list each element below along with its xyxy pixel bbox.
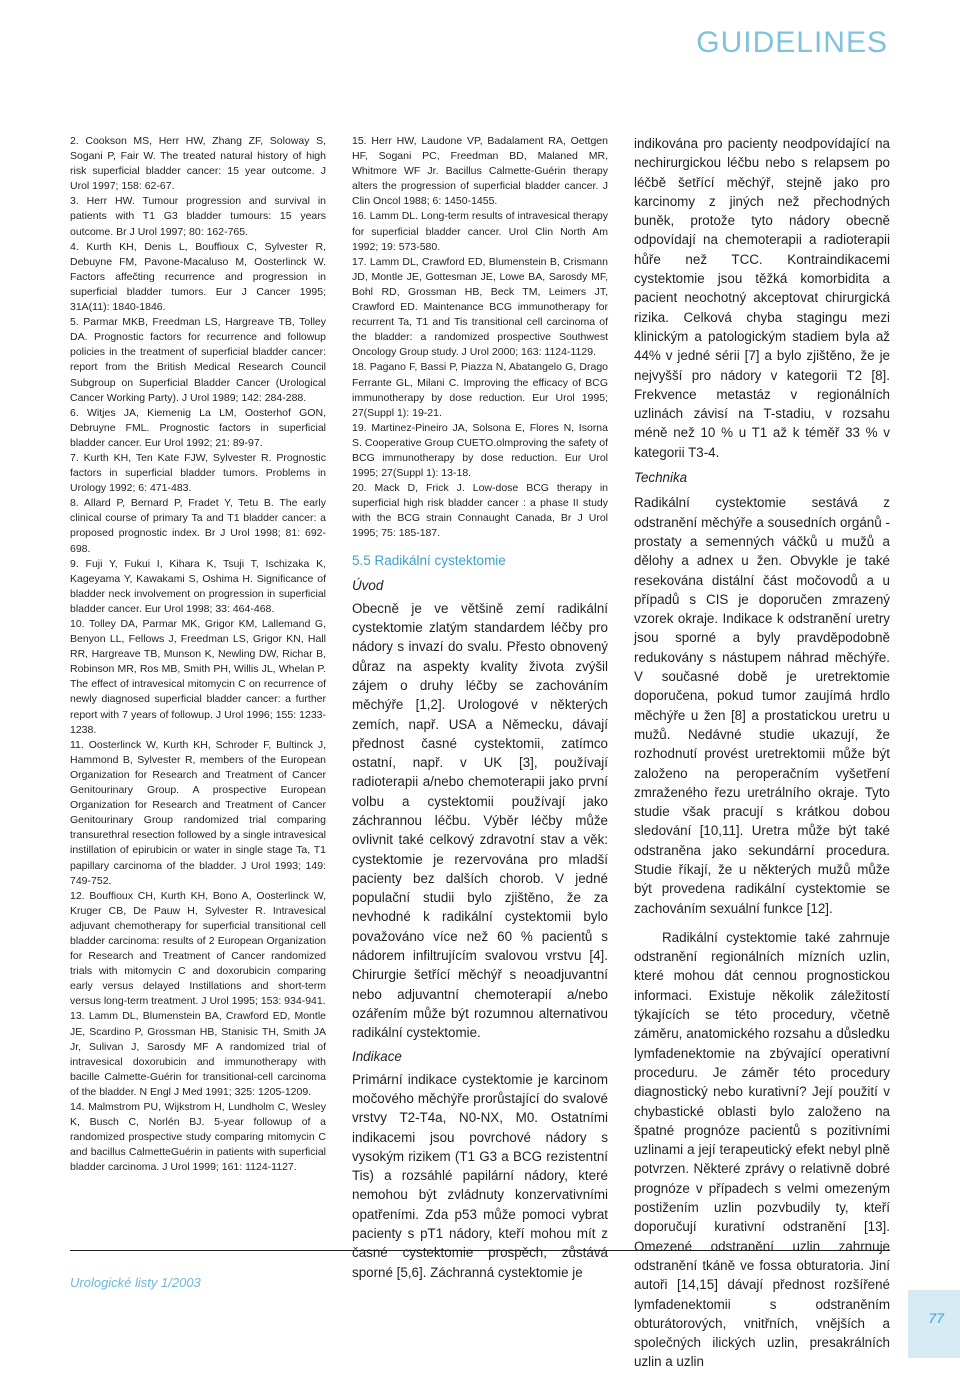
content-column-3 <box>634 134 890 1378</box>
page-number: 77 <box>928 1310 944 1326</box>
reference: 16. Lamm DL. Long-term results of intravesical therapy for superficial bladder cancer. Urol Clin North Am 1992; 19: 573-580. <box>352 210 608 253</box>
content-column-2 <box>352 134 608 1288</box>
reference: 8. Allard P, Bernard P, Fradet Y, Tetu B. The early clinical course of primary Ta and T1 bladder cancer: a proposed prognostic index. Br J Urol 1998; 81: 692-698. <box>70 497 326 555</box>
subheading-indications: Indikace <box>352 1048 402 1064</box>
reference: 3. Herr HW. Tumour progression and survival in patients with T1 G3 bladder tumours: 15 years outcome. Br J Urol 1997; 80: 162-765. <box>70 195 326 238</box>
paragraph-indications: Primární indikace cystektomie je karcinom močového měchýře prorůstající do svalové vrstvy T2-T4a, N0-NX, M0. Ostatními indikacemi jsou povrchové nádory s vysokým rizikem (T1 G3 a BCG rezistentní Tis) a rozsáhlé papilární nádory, které nemohou být zvládnuty konzervativními opatřeními. Zda p53 může pomoci vybrat pacienty s pT1 nádory, kteří mohou mít z časné cystektomie prospěch, zůstává sporné [5,6]. Záchranná cystektomie je <box>352 1071 608 1280</box>
reference: 15. Herr HW, Laudone VP, Badalament RA, Oettgen HF, Sogani PC, Freedman BD, Malaned MR, Whitmore WF Jr. Bacillus Calmette-Guérin therapy alters the progression of superficial bladder cancer. J Clin Oncol 1988; 6: 1450-1455. <box>352 135 608 208</box>
reference: 19. Martinez-Pineiro JA, Solsona E, Flores N, Isorna S. Cooperative Group CUETO.olmproving the safety of BCG immunotherapy by dose reduction. Eur Urol 1995; 27(Suppl 1): 13-18. <box>352 421 608 480</box>
reference: 6. Witjes JA, Kiemenig La LM, Oosterhof GON, Debruyne FML. Prognostic factors in superficial bladder cancer. Eur Urol 1992; 21: 89-97. <box>70 406 326 449</box>
paragraph-technique: Radikální cystektomie sestává z odstranění měchýře a sousedních orgánů - prostaty a semenných váčků u mužů a dělohy a adnex u žen. Obvykle je také resekována distální část močovodů a u případů s CIS je doporučen zmrazený vzorek okraje. Indikace k odstranění uretry jsou sporné a byly pravděpodobně redukovány s nástupem náhrad měchýře. V současné době je uretrektomie doporučena, pokud tumor zaujímá hrdlo měchýře u žen [8] a prostatickou uretru u mužů. Nedávné studie ukazují, že rozhodnutí provést uretrektomii může být založeno na peroperačním vyšetření zmraženého řezu uretrálního okraje. Tyto studie však pracují s krátkou dobou sledování [10,11]. Uretra může být také odstraněna jako sekundární procedura. Studie říkají, že u některých mužů může být provedena radikální cystektomie se zachováním sexuální funkce [12]. <box>634 495 890 916</box>
reference: 11. Oosterlinck W, Kurth KH, Schroder F, Bultinck J, Hammond B, Sylvester R, members of the European Organization for Research and Treatment of Cancer Genitourinary Group. A prospective European Organization for Research and Treatment of Cancer Genitourinary Group randomized trial comparing transurethral resection followed by a single intravesical instillation of epirubicin or water in single stage Ta, T1 papillary carcinoma of the bladder. J Urol 1993; 149: 749-752. <box>70 738 326 887</box>
paragraph-indications-cont: indikována pro pacienty neodpovídající na nechirurgickou léčbu nebo s relapsem po léčbě šetřící měchýř, stejně jako pro karcinomy z jiných než přechodných buněk, protože tyto nádory obecně odpovídají na chemoterapii a radioterapii hůře než TCC. Kontraindikacemi cystektomie jsou těžká komorbidita a pacient neochotný akceptovat chirurgická rizika. Celková chyba stagingu mezi klinickým a patologickým stadiem byla až 44% v jedné sérii [7] a bylo zjištěno, že je nejvyšší pro nádory v kategorii T2 [8]. Frekvence metastáz v regionálních uzlinách závisí na T-stadiu, v rozsahu méně než 10 % u T1 až k téměř 33 % v kategorii T3-4. <box>634 136 890 460</box>
reference: 20. Mack D, Frick J. Low-dose BCG therapy in superficial high risk bladder cancer : a phase II study with the BCG strain Connaught Canada, Br J Urol 1995; 75: 185-187. <box>352 482 608 540</box>
section-header: GUIDELINES <box>696 26 888 59</box>
reference: 7. Kurth KH, Ten Kate FJW, Sylvester R. Prognostic factors in superficial bladder tumors. Problems in Urology 1992; 6: 471-483. <box>70 451 326 495</box>
reference: 17. Lamm DL, Crawford ED, Blumenstein B, Crismann JD, Montle JE, Gottesman JE, Lowe BA, Sarosdy MF, Bohl RD, Grossman HB, Beck TM, Leimers JT, Crawford ED. Maintenance BCG immunotherapy for recurrent Ta, T1 and Tis transitional cell carcinoma of the bladder: a randomized prospective Southwest Oncology Group study. J Urol 2000; 163: 1124-1129. <box>352 255 608 359</box>
reference: 5. Parmar MKB, Freedman LS, Hargreave TB, Tolley DA. Prognostic factors for recurrence and followup policies in the treatment of superficial bladder cancer: report from the British Medical Research Council Subgroup on Superficial Bladder Cancer (Urological Cancer Working Party). J Urol 1989; 142: 284-288. <box>70 316 326 404</box>
subheading-intro: Úvod <box>352 577 384 593</box>
footer-divider <box>70 1250 890 1251</box>
reference: 10. Tolley DA, Parmar MK, Grigor KM, Lallemand G, Benyon LL, Fellows J, Freedman LS, Grigor KN, Hall RR, Hargreave TB, Munson K, Newling DW, Richar B, Robinson MR, Ros MB, Smith PH, Willis JL, Whelan P. The effect of intravesical mitomycin C on recurrence of newly diagnosed superficial bladder cancer: a further report with 7 years of followup. J Urol 1996; 155: 1233-1238. <box>70 618 326 736</box>
reference: 13. Lamm DL, Blumenstein BA, Crawford ED, Montle JE, Scardino P, Grossman HB, Stanisic TH, Smith JA Jr, Sulivan J, Sarosdy MF A randomized trial of intravesical doxorubicin and immunotherapy with bacille Calmette-Guérin for transitional-cell carcinoma of the bladder. N Engl J Med 1991; 325: 1205-1209. <box>70 1010 326 1098</box>
paragraph-intro: Obecně je ve většině zemí radikální cystektomie zlatým standardem léčby pro nádory s invazí do svalu. Přesto obnovený důraz na aspekty kvality života zvýšil zájem o druhy léčby se zachováním měchýře [1,2]. Urologové v některých zemích, např. USA a Německu, dávají přednost časné cystektomii, zatímco ostatní, např. v UK [3], používají radioterapii a/nebo chemoterapii jako první volbu a cystektomii používají jako záchrannou léčbu. Výběr léčby může ovlivnit také celkový zdravotní stav a věk: cystektomie je rezervována pro mladší pacienty bez dalších chorob. V jedné populační studii bylo zjištěno, že za nevhodné k radikální cystektomii bylo považováno více než 60 % pacientů s nádorem infiltrujícím svalovou vrstvu [4]. Chirurgie šetřící měchýř s neoadjuvantní nebo adjuvantní chemoterapií a/nebo ozářením může být rozumnou alternativou radikální cystektomie. <box>352 600 608 1041</box>
reference: 18. Pagano F, Bassi P, Piazza N, Abatangelo G, Drago Ferrante GL, Milani C. Improving the efficacy of BCG immunotherapy by dose reduction. Eur Urol 1995; 27(Suppl 1): 19-21. <box>352 361 608 419</box>
reference: 4. Kurth KH, Denis L, Bouffioux C, Sylvester R, Debuyne FM, Pavone-Macaluso M, Oosterlinck W. Factors affečting recurrence and progression in superficial bladder tumors. Eur J Cancer 1995; 31A(11): 1840-1846. <box>70 240 326 314</box>
subheading-technique: Technika <box>634 470 688 486</box>
section-title: 5.5 Radikální cystektomie <box>352 552 506 568</box>
reference: 2. Cookson MS, Herr HW, Zhang ZF, Soloway S, Sogani P, Fair W. The treated natural history of high risk superficial bladder cancer: 15 year outcome. J Urol 1997; 158: 62-67. <box>70 135 326 193</box>
paragraph-lymph-nodes: Radikální cystektomie také zahrnuje odstranění regionálních mízních uzlin, které mohou dát cennou prognostickou informaci. Existuje několik záležitostí týkajících se této procedury, včetně záměru, anatomického rozsahu a důsledku lymfadenektomie na zbývající operativní proceduru. Je záměr této procedury diagnostický nebo kurativní? Její použití v chybastické oblasti bylo založeno na špatné prognóze pacientů s pozitivními uzlinami a její terapeutický efekt nebyl plně potvrzen. Některé zprávy o relativně dobré prognóze v případech s velmi omezeným postižením uzlin pozvbudily ty, kteří doporučují kurativní odstranění [13]. Omezené odstranění uzlin zahrnuje odstranění tkáně ve fossa obturatoria. Jiní autoři [14,15] dávají přednost rozšířené lymfadenektomii s odstraněním obturátorových, vnitřních, vnějších a společných ilických uzlin, presakrálních uzlin a uzlin <box>634 929 890 1370</box>
reference: 9. Fuji Y, Fukui I, Kihara K, Tsuji T, Ischizaka K, Kageyama Y, Kawakami S, Oshima H. Significance of bladder neck involvement on progression in superficial bladder cancer. Eur Urol 1998; 33: 464-468. <box>70 557 326 615</box>
reference: 14. Malmstrom PU, Wijkstrom H, Lundholm C, Wesley K, Busch C, Norlén BJ. 5-year followup of a randomized prospective study comparing mitomycin C and bacillus CalmetteGuérin in patients with superficial bladder carcinoma. J Urol 1999; 161: 1124-1127. <box>70 1101 326 1174</box>
journal-name: Urologické listy 1/2003 <box>70 1275 201 1290</box>
reference: 12. Bouffioux CH, Kurth KH, Bono A, Oosterlinck W, Kruger CB, De Pauw H, Sylvester R. Intravesical adjuvant chemotherapy for superficial transitional cell bladder carcinoma: results of 2 European Organization for Research and Treatment of Cancer randomized trials with mitomycin C and doxorubicin comparing early versus delayed Instillations and short-term versus long-term treatment. J Urol 1995; 153: 934-941. <box>70 889 326 1008</box>
references-column-1 <box>70 134 326 1175</box>
